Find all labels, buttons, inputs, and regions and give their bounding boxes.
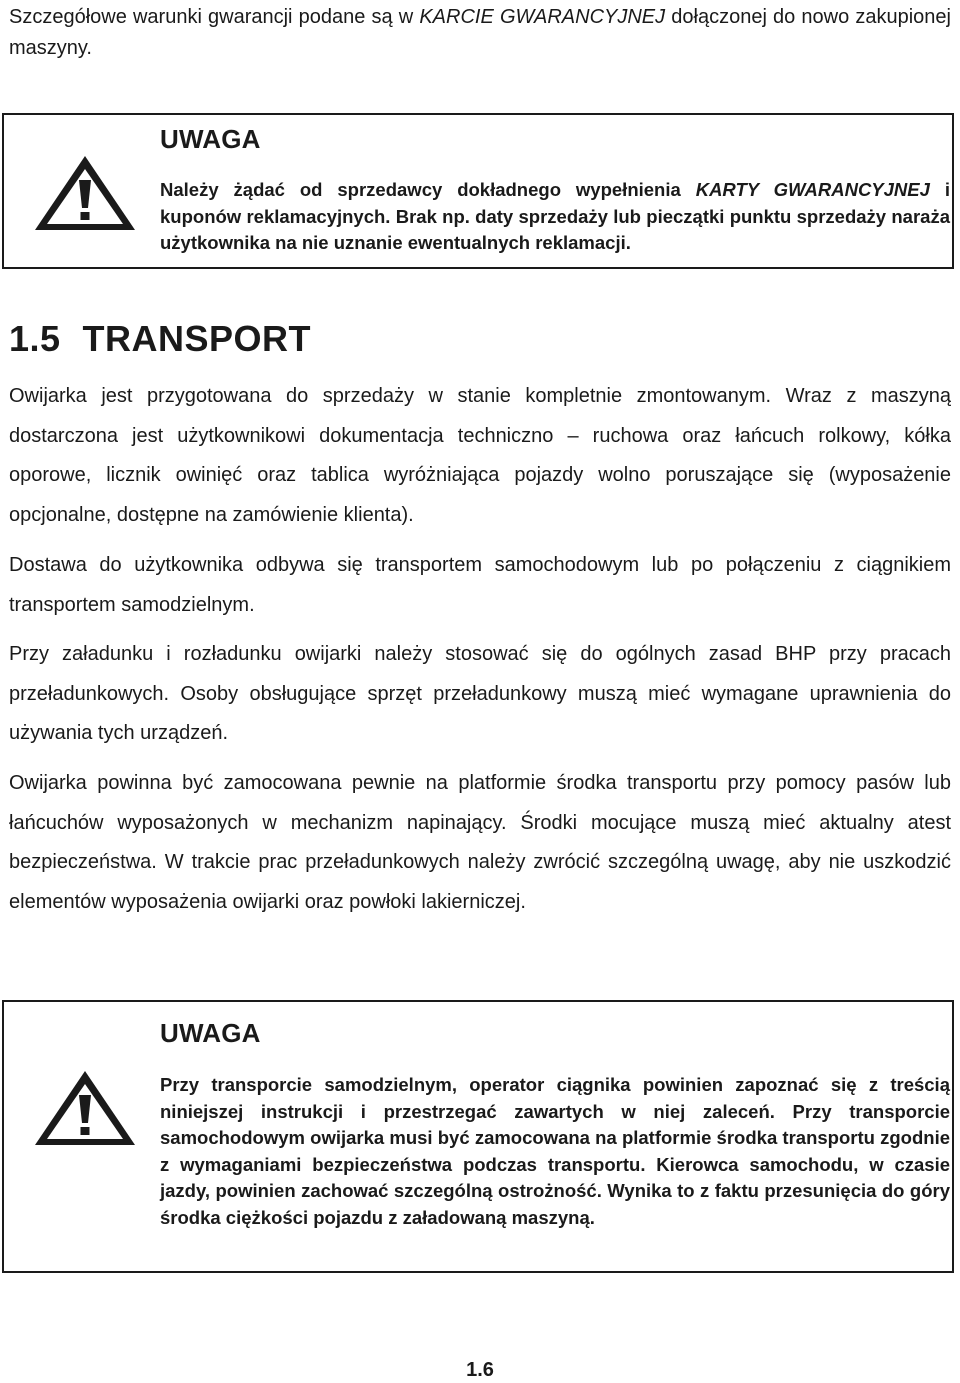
paragraph-delivery-contents: Owijarka jest przygotowana do sprzedaży w stanie kompletnie zmontowanym. Wraz z maszyną dostarczona jest użytkownikowi dokumentacja techniczno – ruchowa oraz łańcuch rolkowy, kółka oporowe, licznik owinięć oraz tablica wyróżniająca pojazdy wolno poruszające się (wyposażenie opcjonalne, dostępne na zamówienie klienta). [9, 385, 951, 526]
warning-1-text-before: Należy żądać od sprzedawcy dokładnego wypełnienia [160, 179, 696, 200]
warning-triangle-icon [32, 1068, 138, 1148]
warning-1-title: UWAGA [160, 124, 261, 154]
warning-2-text: Przy transporcie samodzielnym, operator ciągnika powinien zapoznać się z treścią niniejszej instrukcji i przestrzegać zawartych w niej zaleceń. Przy transporcie samochodowym owijarka musi być zamocowana na platformie środka transportu zgodnie z wymaganiami bezpieczeństwa podczas transportu. Kierowca samochodu, w czasie jazdy, powinien zachować szczególną ostrożność. Wynika to z faktu przesunięcia do góry środka ciężkości pojazdu z załadowaną maszyną. [160, 1074, 950, 1228]
page-number: 1.6 [466, 1359, 494, 1381]
warning-1-text [160, 177, 950, 257]
section-number: 1.5 [9, 318, 61, 359]
warning-box-2 [2, 1000, 954, 1273]
paragraph-delivery-method: Dostawa do użytkownika odbywa się transportem samochodowym lub po połączeniu z ciągnikiem transportem samodzielnym. [9, 554, 951, 616]
intro-text-after: dołączonej do nowo zakupionej maszyny. [9, 6, 951, 59]
intro-paragraph [9, 2, 951, 64]
warning-box-1 [2, 113, 954, 269]
warning-1-emphasis: KARTY GWARANCYJNEJ [695, 179, 930, 200]
warning-triangle-icon [32, 153, 138, 233]
warning-2-title: UWAGA [160, 1018, 261, 1048]
section-heading [9, 318, 311, 360]
section-title: TRANSPORT [82, 318, 312, 359]
paragraph-loading-safety: Przy załadunku i rozładunku owijarki należy stosować się do ogólnych zasad BHP przy pracach przeładunkowych. Osoby obsługujące sprzęt przeładunkowy muszą mieć wymagane uprawnienia do używania tych urządzeń. [9, 643, 951, 744]
intro-text-before: Szczegółowe warunki gwarancji podane są w [9, 6, 420, 28]
warning-1-text-after: i kuponów reklamacyjnych. Brak np. daty sprzedaży lub pieczątki punktu sprzedaży naraża użytkownika na nie uznanie ewentualnych reklamacji. [160, 179, 950, 253]
paragraph-securing-load: Owijarka powinna być zamocowana pewnie na platformie środka transportu przy pomocy pasów lub łańcuchów wyposażonych w mechanizm napinający. Środki mocujące muszą mieć aktualny atest bezpieczeństwa. W trakcie prac przeładunkowych należy zwrócić szczególną uwagę, aby nie uszkodzić elementów wyposażenia owijarki oraz powłoki lakierniczej. [9, 772, 951, 913]
intro-emphasis: KARCIE GWARANCYJNEJ [419, 6, 666, 28]
